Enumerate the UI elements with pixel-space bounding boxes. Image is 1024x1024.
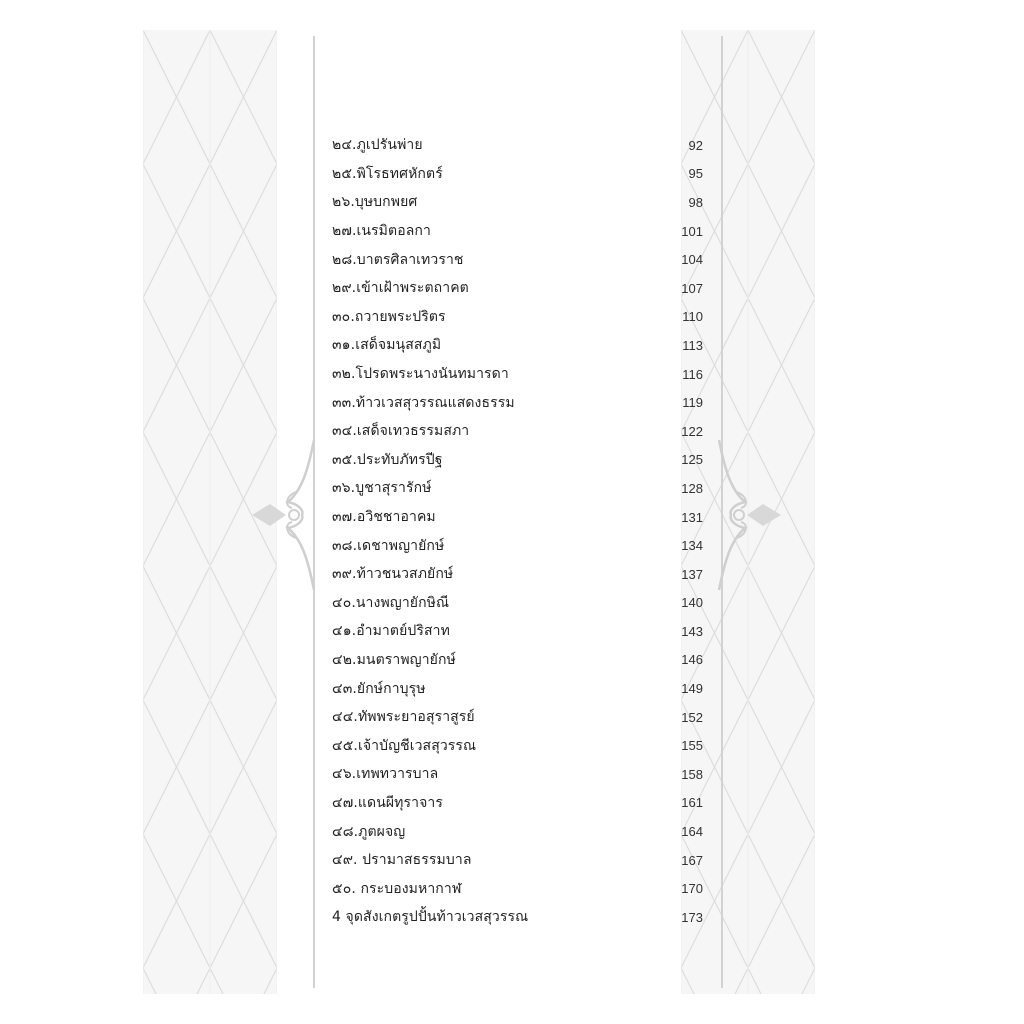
toc-entry[interactable] xyxy=(332,331,704,360)
toc-title: ๔๑.อำมาตย์ปริสาท xyxy=(332,623,450,640)
toc-title: ๓๙.ท้าวชนวสภยักษ์ xyxy=(332,566,454,583)
toc-entry[interactable] xyxy=(332,703,704,732)
left-scroll-ornament-icon xyxy=(252,440,316,594)
toc-page-number: 116 xyxy=(682,366,703,382)
toc-title: ๔๐.นางพญายักษิณี xyxy=(332,594,450,611)
toc-entry[interactable] xyxy=(332,474,704,503)
toc-title: ๓๖.บูชาสุรารักษ์ xyxy=(332,480,432,497)
toc-title: ๒๖.บุษบกพยศ xyxy=(332,194,418,211)
toc-page-number: 146 xyxy=(681,652,703,668)
toc-title: ๒๗.เนรมิตอลกา xyxy=(332,223,431,240)
toc-entry[interactable] xyxy=(332,674,704,703)
toc-page-number: 155 xyxy=(681,738,703,754)
toc-title: ๔๙. ปรามาสธรรมบาล xyxy=(332,852,472,869)
toc-entry[interactable] xyxy=(332,617,704,646)
toc-page-number: 128 xyxy=(681,480,703,496)
toc-page-number: 119 xyxy=(682,395,703,411)
toc-entry[interactable] xyxy=(332,789,704,818)
toc-entry[interactable] xyxy=(332,160,704,189)
toc-title: ๔๖.เทพทวารบาล xyxy=(332,766,439,783)
toc-entry[interactable] xyxy=(332,131,704,160)
toc-entry[interactable] xyxy=(332,903,704,932)
toc-entry[interactable] xyxy=(332,274,704,303)
toc-page-number: 134 xyxy=(681,538,703,554)
toc-title: ๔๔.ทัพพระยาอสุราสูรย์ xyxy=(332,709,475,726)
toc-title: ๓๒.โปรดพระนางนันทมารดา xyxy=(332,366,509,383)
toc-entry[interactable] xyxy=(332,303,704,332)
toc-entry[interactable] xyxy=(332,245,704,274)
toc-entry[interactable] xyxy=(332,874,704,903)
toc-title: ๓๘.เดชาพญายักษ์ xyxy=(332,537,445,554)
toc-page-number: 161 xyxy=(681,795,703,811)
toc-page-number: 164 xyxy=(681,824,703,840)
toc-entry[interactable] xyxy=(332,417,704,446)
toc-title: ๒๔.ภูเปรันพ่าย xyxy=(332,137,423,154)
toc-entry[interactable] xyxy=(332,817,704,846)
toc-page-number: 149 xyxy=(681,681,703,697)
toc-title: ๒๙.เข้าเฝ้าพระตถาคต xyxy=(332,280,469,297)
toc-page-number: 101 xyxy=(681,223,703,239)
toc-entry[interactable] xyxy=(332,531,704,560)
toc-title: ๓๐.ถวายพระปริตร xyxy=(332,308,446,325)
toc-title: ๓๗.อวิชชาอาคม xyxy=(332,509,436,526)
toc-title: ๔๒.มนตราพญายักษ์ xyxy=(332,651,456,668)
toc-page-number: 170 xyxy=(681,881,703,897)
toc-entry[interactable] xyxy=(332,646,704,675)
toc-page-number: 167 xyxy=(681,852,703,868)
toc-entry[interactable] xyxy=(332,560,704,589)
toc-title: ๒๕.พิโรธทศหักตร์ xyxy=(332,165,443,182)
toc-entry[interactable] xyxy=(332,360,704,389)
toc-title: ๔๕.เจ้าบัญชีเวสสุวรรณ xyxy=(332,737,477,754)
toc-page-number: 125 xyxy=(681,452,703,468)
toc-entry[interactable] xyxy=(332,731,704,760)
toc-title: ๓๑.เสด็จมนุสสภูมิ xyxy=(332,337,442,354)
toc-page-number: 173 xyxy=(681,909,703,925)
toc-entry[interactable] xyxy=(332,760,704,789)
toc-title: ๕๐. กระบองมหากาฬ xyxy=(332,880,462,897)
toc-page-number: 140 xyxy=(681,595,703,611)
toc-entry[interactable] xyxy=(332,503,704,532)
toc-entry[interactable] xyxy=(332,188,704,217)
toc-title: ๔๗.แดนผีทุราจาร xyxy=(332,794,443,811)
toc-entry[interactable] xyxy=(332,217,704,246)
toc-title: 4 จุดสังเกตรูปปั้นท้าวเวสสุวรรณ xyxy=(332,909,529,926)
toc-page-number: 95 xyxy=(688,166,703,182)
toc-page-number: 122 xyxy=(681,423,703,439)
toc-title: ๔๘.ภูตผจญ xyxy=(332,823,406,840)
toc-page-number: 98 xyxy=(688,194,703,210)
toc-page-number: 104 xyxy=(681,252,703,268)
toc-title: ๓๕.ประทับภัทรปีฐ xyxy=(332,451,443,468)
toc-page-number: 152 xyxy=(681,709,703,725)
toc-page-number: 92 xyxy=(688,137,703,153)
toc-entry[interactable] xyxy=(332,846,704,875)
table-of-contents xyxy=(332,131,704,932)
toc-page-number: 110 xyxy=(682,309,703,325)
toc-entry[interactable] xyxy=(332,388,704,417)
toc-page-number: 158 xyxy=(681,766,703,782)
toc-entry[interactable] xyxy=(332,446,704,475)
toc-title: ๓๓.ท้าวเวสสุวรรณแสดงธรรม xyxy=(332,394,515,411)
toc-title: ๔๓.ยักษ์กาบุรุษ xyxy=(332,680,426,697)
toc-page-number: 107 xyxy=(681,280,703,296)
toc-title: ๒๘.บาตรศิลาเทวราช xyxy=(332,251,464,268)
toc-page-number: 143 xyxy=(681,623,703,639)
toc-entry[interactable] xyxy=(332,589,704,618)
toc-page-number: 113 xyxy=(682,337,703,353)
toc-page-number: 137 xyxy=(681,566,703,582)
toc-title: ๓๔.เสด็จเทวธรรมสภา xyxy=(332,423,470,440)
toc-page-number: 131 xyxy=(681,509,703,525)
right-scroll-ornament-icon xyxy=(717,440,781,594)
